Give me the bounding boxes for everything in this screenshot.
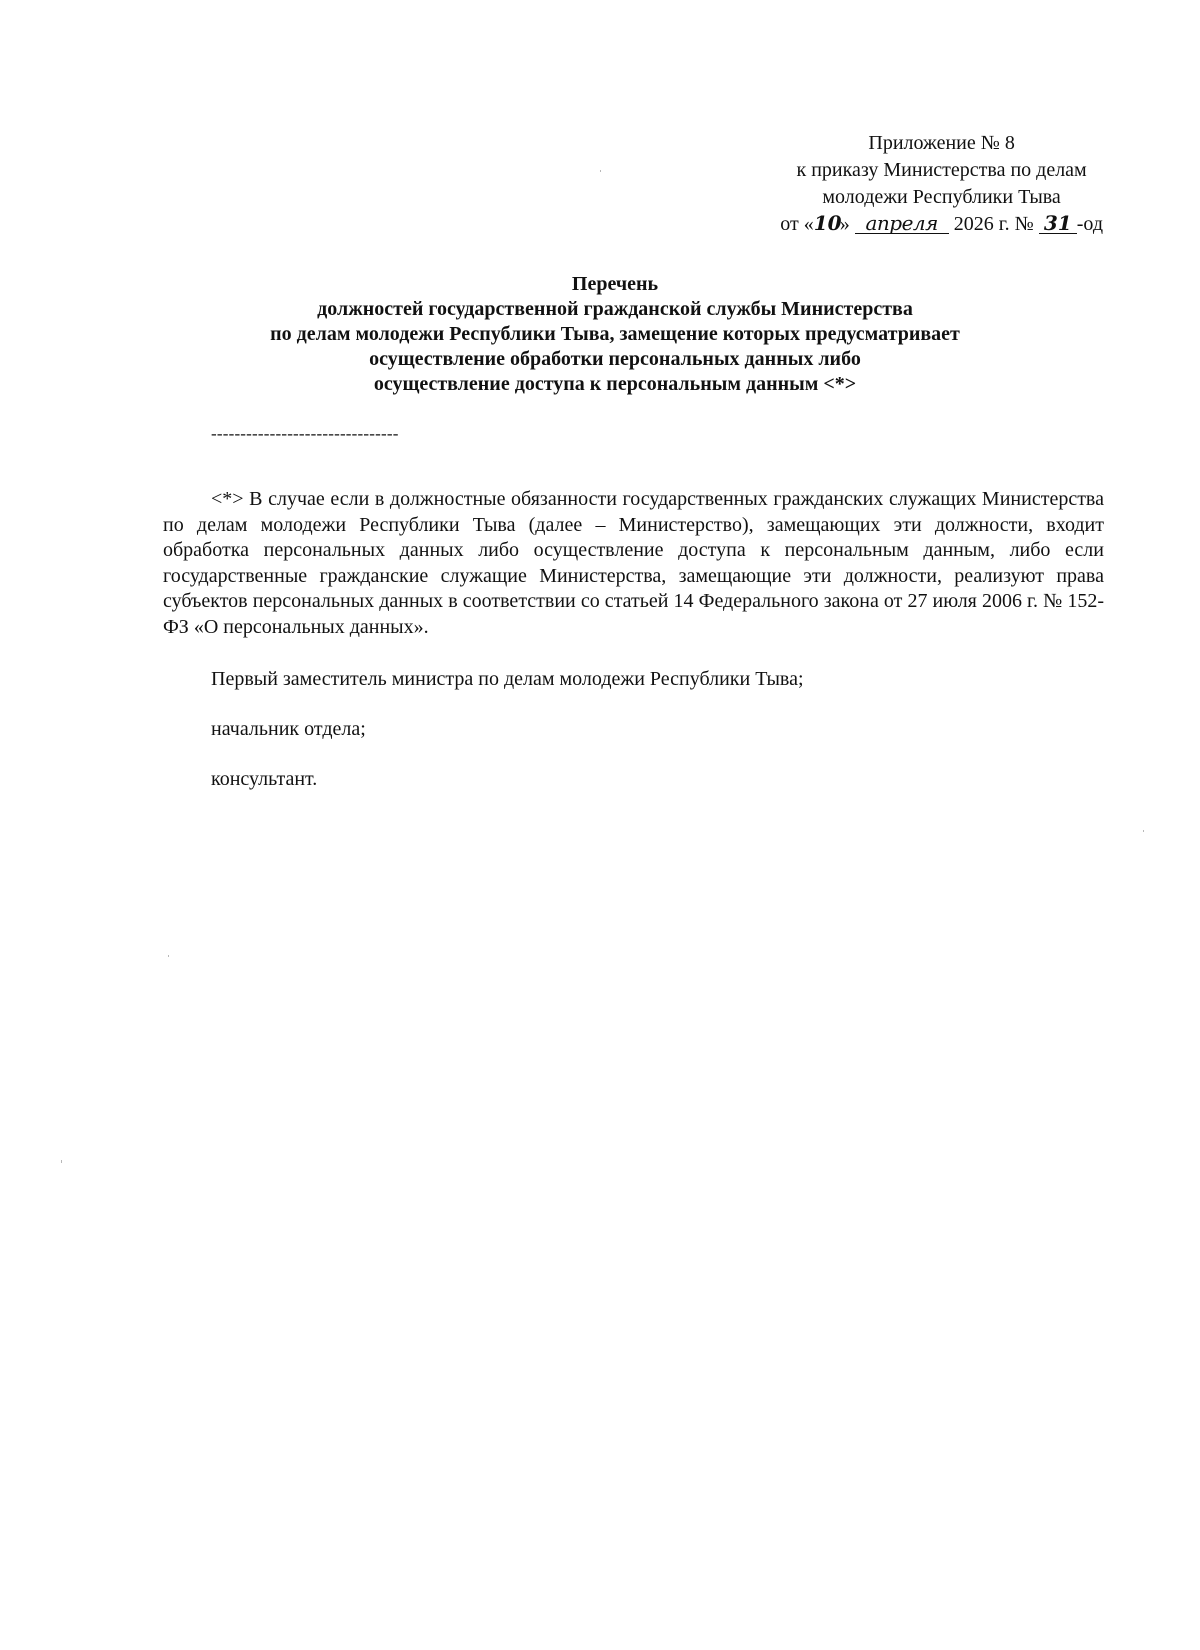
scan-speck [600,170,601,172]
title-line-4: осуществление обработки персональных данных либо [369,348,861,370]
position-item-consultant: консультант. [211,768,318,790]
handwritten-day: 10 [813,211,842,235]
scan-speck [1143,830,1144,832]
position-item-first-deputy: Первый заместитель министра по делам молодежи Республики Тыва; [211,668,804,690]
title-line-1: Перечень [571,273,659,295]
title-line-3: по делам молодежи Республики Тыва, замещение которых предусматривает [270,323,960,345]
appendix-ministry: молодежи Республики Тыва [822,186,1061,208]
appendix-number: Приложение № 8 [868,132,1015,154]
date-quote-close: » [839,213,850,235]
scan-speck [168,955,169,957]
order-suffix: -од [1076,213,1103,235]
footnote-text: <*> В случае если в должностные обязанности государственных гражданских служащих Министерства по делам молодежи Республики Тыва (далее – Министерство), замещающих эти должности, входит обработка персональных данных либо осуществление доступа к персональным данным, либо если государственные гражданские служащие Министерства, замещающие эти должности, реализуют права субъектов персональных данных в соответствии со статьей 14 Федерального закона от 27 июля 2006 г. № 152-ФЗ «О персональных данных». [163,488,1104,638]
handwritten-order-number: 31 [1039,213,1077,234]
handwritten-month: апреля [855,213,949,234]
scan-speck [61,1160,62,1163]
document-title [0,272,1200,397]
appendix-order-ref: к приказу Министерства по делам [796,159,1087,181]
title-line-5: осуществление доступа к персональным данным <*> [373,373,857,395]
appendix-date-line [780,211,1103,238]
footnote-separator: -------------------------------- [211,424,399,443]
title-line-2: должностей государственной гражданской службы Министерства [317,298,913,320]
position-item-head-of-department: начальник отдела; [211,718,366,740]
appendix-header [780,130,1103,238]
date-year: 2026 г. № [953,213,1034,235]
date-prefix: от « [780,213,814,235]
